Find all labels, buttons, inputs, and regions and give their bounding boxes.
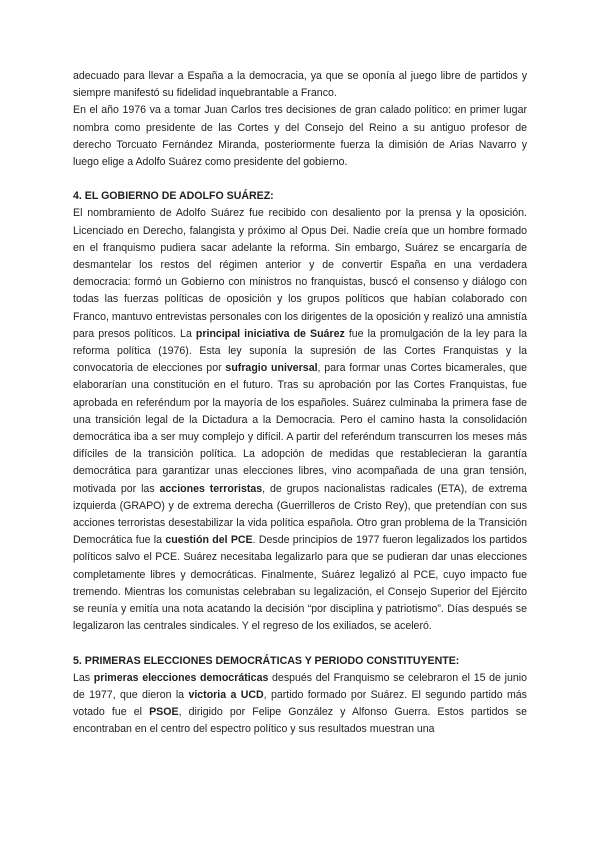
bold-text: victoria a UCD xyxy=(188,688,264,701)
text-run: fue la promulgación de la ley para la reforma política (1976). Esta ley suponía la supresión de las Cortes Franquistas y la convocatoria de elecciones por xyxy=(73,327,528,375)
text-run: En el año 1976 va a tomar Juan Carlos tres decisiones de gran calado político: en primer lugar nombra como presidente de las Cortes y del Consejo del Reino a su antiguo profesor de derecho Torcuato Fernández Miranda, posteriormente fuerza la dimisión de Arias Navarro y luego elige a Adolfo Suárez como presidente del gobierno. xyxy=(73,104,527,169)
paragraph xyxy=(73,670,527,739)
bold-text: PSOE xyxy=(149,706,179,719)
bold-text: principal iniciativa de Suárez xyxy=(195,327,345,340)
text-run: El nombramiento de Adolfo Suárez fue recibido con desaliento por la prensa y la oposición. Licenciado en Derecho, falangista y próximo al Opus Dei. Nadie creía que un hombre formado en el franquismo pudiera sacar adelante la reforma. Sin embargo, Suárez se encargaría de desmantelar los restos del régimen anterior y de convertir España en una verdadera democracia: formó un Gobierno con ministros no franquistas, buscó el consenso y diálogo con todas las fuerzas políticas de oposición y los grupos políticos que habían colaborado con Franco, mantuvo entrevistas personales con los dirigentes de la oposición y realizó una amnistía para presos políticos. La xyxy=(73,207,527,340)
bold-text: sufragio universal xyxy=(225,362,318,375)
text-run: después del Franquismo se celebraron el 15 de junio de 1977, que dieron la xyxy=(73,671,527,701)
text-run: , de grupos nacionalistas radicales (ETA), de extrema izquierda (GRAPO) y de extrema derecha (Guerrilleros de Cristo Rey), que pretendían con sus acciones terroristas desestabilizar la vida política española. Otro gran problema de la Transición Democrática fue la xyxy=(73,482,527,547)
bold-text: acciones terroristas xyxy=(159,482,263,495)
paragraph xyxy=(73,102,527,171)
section-gap xyxy=(73,636,527,653)
text-run: , para formar unas Cortes bicamerales, que elaborarían una constitución en el futuro. Tras su aprobación por las Cortes Franquistas, fue aprobada en referéndum por la mayoría de los españoles. Suárez culminaba la primera fase de una transición legal de la Dictadura a la Democracia. Pero el camino hasta la consolidación democrática iba a ser muy complejo y difícil. A partir del referéndum transcurren los meses más difíciles de la transición política. La adopción de medidas que restablecieran la garantía democrática para garantizar unas elecciones libres, vino acompañada de una gran tensión, motivada por las xyxy=(73,362,527,495)
bold-text: primeras elecciones democráticas xyxy=(93,671,269,684)
bold-text: cuestión del PCE xyxy=(165,534,253,547)
paragraph xyxy=(73,205,527,635)
text-run: . Desde principios de 1977 fueron legalizados los partidos políticos salvo el PCE. Suárez necesitaba legalizarlo para que se pudieran dar unas elecciones completamente libres y democráticas. Finalmente, Suárez legalizó al PCE, cuyo impacto fue tremendo. Mientras los comunistas celebraban su legalización, el Consejo Superior del Ejército se reunía y emitía una nota acatando la decisión “por disciplina y patriotismo”. Días después se legalizaron las centrales sindicales. Y el regreso de los exiliados, se aceleró. xyxy=(73,534,527,633)
section-gap xyxy=(73,171,527,188)
text-run: , partido formado por Suárez. El segundo partido más votado fue el xyxy=(73,688,527,719)
paragraph xyxy=(73,68,527,102)
section-heading: 4. EL GOBIERNO DE ADOLFO SUÁREZ: xyxy=(73,190,274,203)
section-heading: 5. PRIMERAS ELECCIONES DEMOCRÁTICAS Y PERIODO CONSTITUYENTE: xyxy=(73,654,460,667)
text-run: adecuado para llevar a España a la democracia, ya que se oponía al juego libre de partidos y siempre manifestó su fidelidad inquebrantable a Franco. xyxy=(73,70,527,100)
text-run: Las xyxy=(73,671,94,684)
document-body xyxy=(73,68,527,739)
text-run: , dirigido por Felipe González y Alfonso Guerra. Estos partidos se encontraban en el centro del espectro político y sus resultados muestran una xyxy=(73,706,527,736)
